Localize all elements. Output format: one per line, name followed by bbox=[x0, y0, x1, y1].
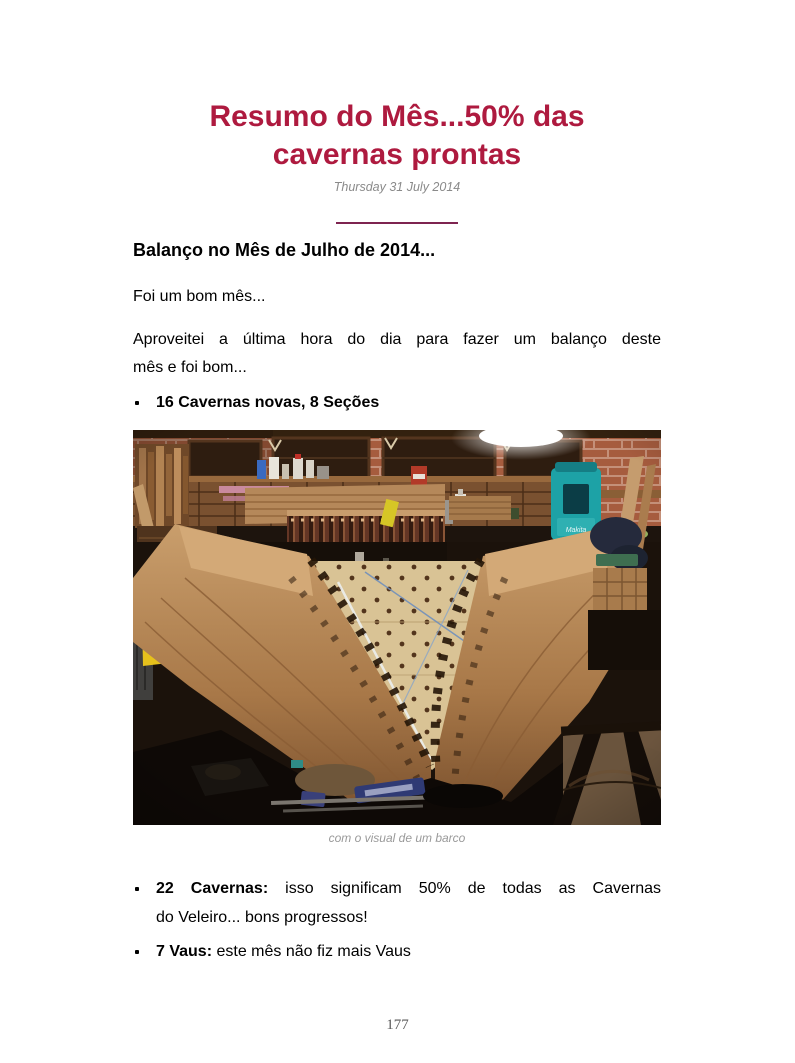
page-number: 177 bbox=[386, 1017, 409, 1033]
list-item-line2: do Veleiro... bons progressos! bbox=[156, 909, 368, 926]
title-line-2: cavernas prontas bbox=[272, 138, 522, 171]
post-date: Thursday 31 July 2014 bbox=[333, 180, 461, 194]
list-item-text: este mês não fiz mais Vaus bbox=[212, 943, 411, 960]
bullet-icon bbox=[135, 887, 139, 891]
paragraph-long bbox=[133, 326, 661, 382]
list-item-cavernas-novas bbox=[133, 388, 661, 418]
title-line-1: Resumo do Mês...50% das bbox=[209, 100, 585, 133]
list-item-vaus bbox=[133, 937, 661, 967]
separator-line bbox=[336, 222, 458, 224]
list-item-bold: 7 Vaus: bbox=[156, 943, 213, 960]
article-content bbox=[133, 0, 661, 967]
page-title bbox=[133, 0, 661, 174]
list-item-text: isso significam 50% de todas as Cavernas bbox=[268, 880, 661, 897]
section-heading: Balanço no Mês de Julho de 2014... bbox=[133, 240, 436, 260]
bullet-icon bbox=[135, 950, 139, 954]
list-item-bold: 16 Cavernas novas, 8 Seções bbox=[156, 394, 380, 411]
paragraph-long-line1: Aproveitei a última hora do dia para fazer um balanço deste bbox=[133, 331, 661, 348]
photo-caption: com o visual de um barco bbox=[328, 831, 466, 845]
list-item-bold: 22 Cavernas: bbox=[156, 880, 269, 897]
paragraph-short: Foi um bom mês... bbox=[133, 288, 266, 305]
bullet-icon bbox=[135, 401, 139, 405]
workshop-photo bbox=[133, 430, 661, 825]
bullet-list-top bbox=[133, 388, 661, 418]
bullet-list-bottom bbox=[133, 874, 661, 967]
list-item-cavernas-total bbox=[133, 874, 661, 932]
photo-vignette bbox=[133, 430, 661, 825]
list-item-line1 bbox=[156, 874, 661, 904]
photo-figure bbox=[133, 430, 661, 845]
paragraph-long-line2: mês e foi bom... bbox=[133, 359, 247, 376]
